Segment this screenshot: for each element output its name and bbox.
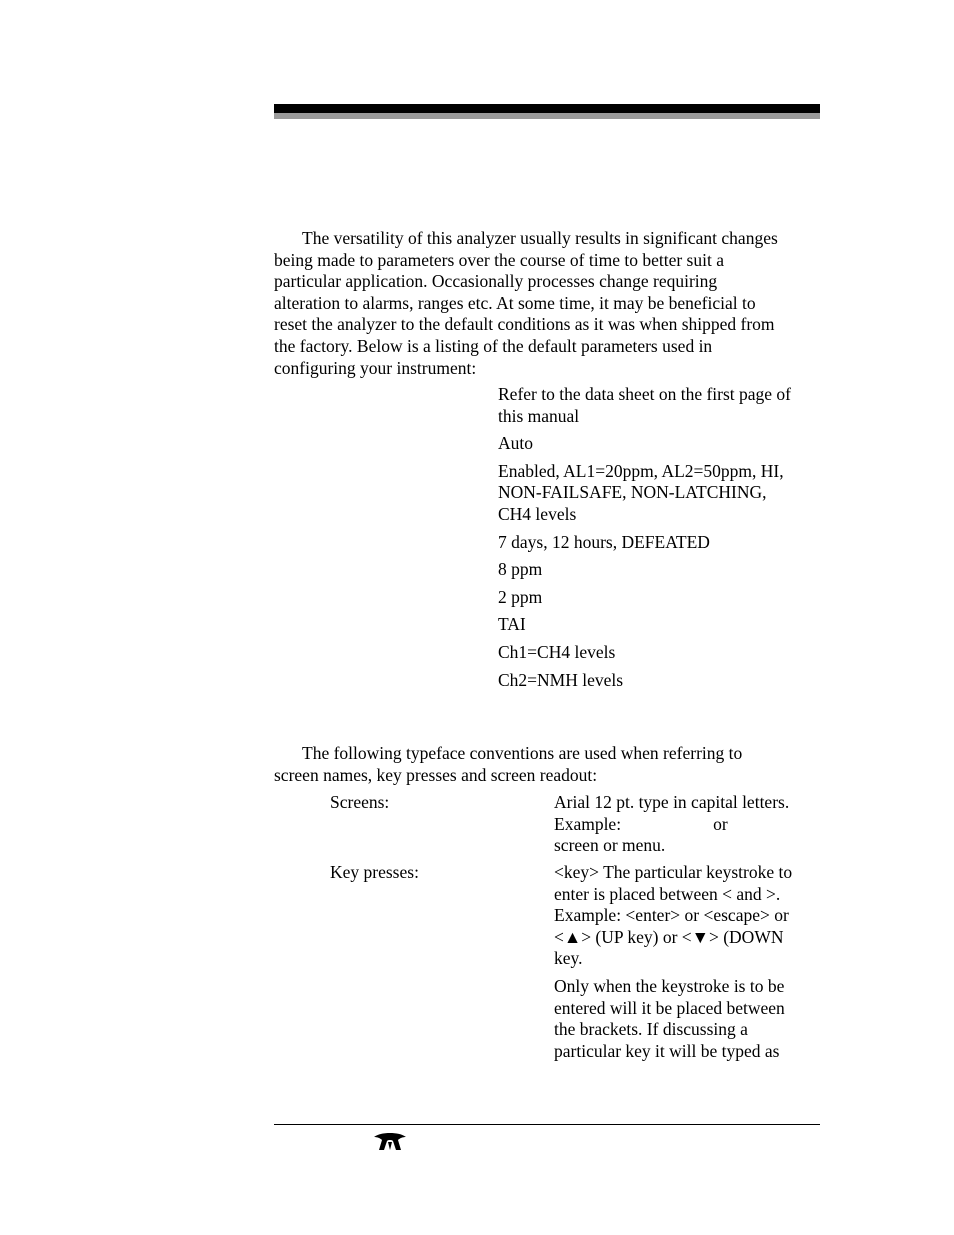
header-rule-shadow <box>274 113 820 119</box>
default-value-line: Auto <box>498 433 533 454</box>
default-value-item <box>498 642 828 664</box>
default-value-line: Ch2=NMH levels <box>498 669 624 690</box>
default-value-item <box>498 532 828 554</box>
default-value-item <box>498 559 828 581</box>
default-value-item <box>498 384 828 427</box>
default-value-line: NON-FAILSAFE, NON-LATCHING, <box>498 482 767 503</box>
default-value-item <box>498 461 828 526</box>
convention-text-line: key. <box>554 948 583 969</box>
default-value-line: Refer to the data sheet on the first page of <box>498 384 792 404</box>
convention-or-text: or <box>713 813 728 834</box>
default-value-item <box>498 587 828 609</box>
default-parameters-list <box>498 384 828 697</box>
convention-text-line <box>554 814 824 836</box>
default-value-line: 7 days, 12 hours, DEFEATED <box>498 531 710 552</box>
intro-line: alteration to alarms, ranges etc. At some time, it may be beneficial to <box>274 292 756 313</box>
default-value-item <box>498 614 828 636</box>
convention-label: Screens: <box>330 792 390 812</box>
convention-text-line: Only when the keystroke is to be <box>554 975 785 996</box>
convention-description <box>554 862 824 1062</box>
convention-text-line: Arial 12 pt. type in capital letters. <box>554 792 790 812</box>
convention-text-line: Example: <enter> or <escape> or <box>554 905 789 926</box>
intro-paragraph <box>274 228 820 379</box>
default-value-line: CH4 levels <box>498 503 577 524</box>
default-value-line: this manual <box>498 405 580 426</box>
intro-line: The versatility of this analyzer usually results in significant changes <box>302 228 778 248</box>
default-value-item <box>498 433 828 455</box>
convention-text-line: <key> The particular keystroke to <box>554 862 793 882</box>
convention-text-line: <▲> (UP key) or <▼> (DOWN <box>554 926 784 947</box>
convention-text-line: the brackets. If discussing a <box>554 1019 748 1040</box>
default-value-line: Ch1=CH4 levels <box>498 641 616 662</box>
default-value-line: 8 ppm <box>498 559 543 580</box>
convention-label: Key presses: <box>330 862 419 882</box>
default-value-line: TAI <box>498 614 526 635</box>
convention-text-line: enter is placed between < and >. <box>554 883 781 904</box>
intro-line: particular application. Occasionally processes change requiring <box>274 271 718 292</box>
convention-description <box>554 792 824 857</box>
intro-line: reset the analyzer to the default conditions as it was when shipped from <box>274 314 775 335</box>
convention-example-label: Example: <box>554 813 622 834</box>
intro-line: the factory. Below is a listing of the default parameters used in <box>274 335 713 356</box>
footer-rule <box>274 1124 820 1125</box>
header-rule <box>274 104 820 113</box>
intro-line: being made to parameters over the course of time to better suit a <box>274 249 724 270</box>
conventions-intro-line: screen names, key presses and screen readout: <box>274 764 598 785</box>
convention-text-line: particular key it will be typed as <box>554 1040 780 1061</box>
convention-text-line: screen or menu. <box>554 835 666 856</box>
conventions-intro-line: The following typeface conventions are used when referring to <box>302 743 743 763</box>
convention-text-line: entered will it be placed between <box>554 997 785 1018</box>
default-value-line: 2 ppm <box>498 586 543 607</box>
default-value-line: Enabled, AL1=20ppm, AL2=50ppm, HI, <box>498 460 784 481</box>
intro-line: configuring your instrument: <box>274 357 477 378</box>
conventions-intro-paragraph <box>274 743 820 786</box>
teledyne-logo-icon <box>372 1130 408 1152</box>
default-value-item <box>498 670 828 692</box>
